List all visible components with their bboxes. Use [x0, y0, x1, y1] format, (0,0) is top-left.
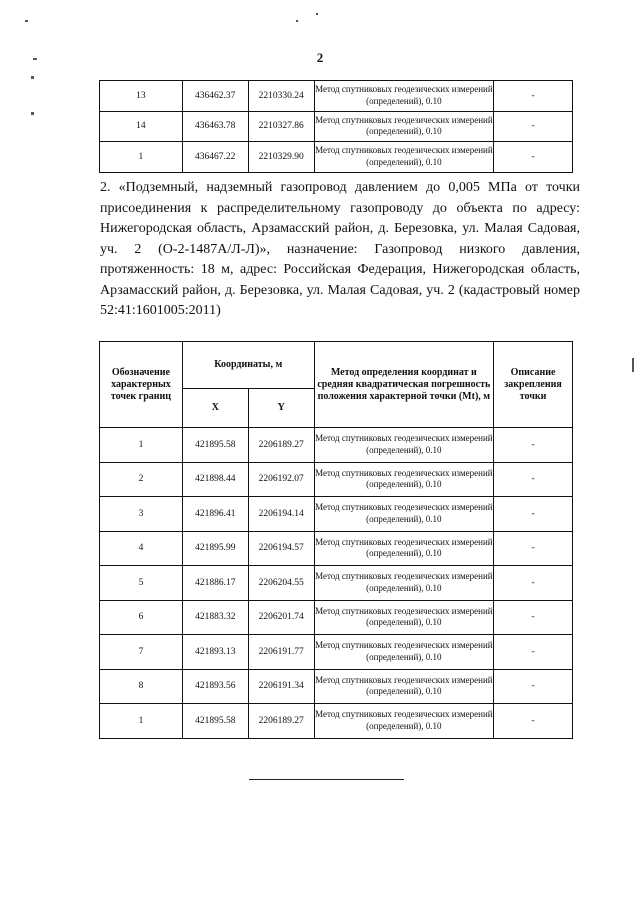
- table-row: [100, 81, 573, 112]
- scan-speck: [316, 13, 318, 15]
- point-cell: 3: [100, 497, 183, 532]
- table-header-row: [100, 342, 573, 389]
- table-row: [100, 497, 573, 532]
- scan-speck: [296, 20, 298, 22]
- coordinates-table-continued: [99, 80, 573, 173]
- table-row: [100, 600, 573, 635]
- point-cell: 8: [100, 669, 183, 704]
- footer-rule: [249, 779, 404, 780]
- scan-speck: [31, 112, 34, 115]
- point-cell: 14: [100, 111, 183, 142]
- method-cell: Метод спутниковых геодезических измерений (определений), 0.10: [314, 462, 493, 497]
- y-cell: 2206189.27: [248, 428, 314, 463]
- table-row: [100, 704, 573, 739]
- table-row: [100, 669, 573, 704]
- point-cell: 7: [100, 635, 183, 670]
- table-row: [100, 531, 573, 566]
- y-cell: 2206201.74: [248, 600, 314, 635]
- page-number: 2: [316, 50, 324, 65]
- x-cell: 421895.58: [182, 704, 248, 739]
- header-description: Описание закрепления точки: [494, 342, 573, 428]
- x-cell: 421895.99: [182, 531, 248, 566]
- description-cell: -: [494, 566, 573, 601]
- table-row: [100, 462, 573, 497]
- scan-speck: [25, 20, 28, 22]
- x-cell: 421898.44: [182, 462, 248, 497]
- x-cell: 421895.58: [182, 428, 248, 463]
- method-cell: Метод спутниковых геодезических измерений (определений), 0.10: [314, 81, 494, 112]
- point-cell: 6: [100, 600, 183, 635]
- y-cell: 2206191.34: [248, 669, 314, 704]
- header-method: Метод определения координат и средняя квадратическая погрешность положения характерной точки (Mt), м: [314, 342, 493, 428]
- table-row: [100, 635, 573, 670]
- method-cell: Метод спутниковых геодезических измерений (определений), 0.10: [314, 531, 493, 566]
- header-coordinates: Координаты, м: [182, 342, 314, 389]
- description-cell: -: [494, 704, 573, 739]
- method-cell: Метод спутниковых геодезических измерений (определений), 0.10: [314, 669, 493, 704]
- description-cell: -: [494, 111, 573, 142]
- description-cell: -: [494, 497, 573, 532]
- method-cell: Метод спутниковых геодезических измерений (определений), 0.10: [314, 704, 493, 739]
- description-cell: -: [494, 669, 573, 704]
- description-cell: -: [494, 600, 573, 635]
- description-cell: -: [494, 635, 573, 670]
- y-cell: 2206192.07: [248, 462, 314, 497]
- y-cell: 2210329.90: [248, 142, 314, 173]
- coordinates-table: [99, 341, 573, 739]
- method-cell: Метод спутниковых геодезических измерений (определений), 0.10: [314, 428, 493, 463]
- method-cell: Метод спутниковых геодезических измерений (определений), 0.10: [314, 142, 494, 173]
- point-cell: 1: [100, 142, 183, 173]
- method-cell: Метод спутниковых геодезических измерений (определений), 0.10: [314, 566, 493, 601]
- x-cell: 436463.78: [182, 111, 248, 142]
- method-cell: Метод спутниковых геодезических измерений (определений), 0.10: [314, 600, 493, 635]
- y-cell: 2206194.14: [248, 497, 314, 532]
- y-cell: 2206204.55: [248, 566, 314, 601]
- x-cell: 436467.22: [182, 142, 248, 173]
- y-cell: 2206191.77: [248, 635, 314, 670]
- header-point: Обозначение характерных точек границ: [100, 342, 183, 428]
- x-cell: 421886.17: [182, 566, 248, 601]
- y-cell: 2206189.27: [248, 704, 314, 739]
- description-cell: -: [494, 428, 573, 463]
- y-cell: 2210330.24: [248, 81, 314, 112]
- table-row: [100, 566, 573, 601]
- description-cell: -: [494, 462, 573, 497]
- y-cell: 2206194.57: [248, 531, 314, 566]
- x-cell: 436462.37: [182, 81, 248, 112]
- x-cell: 421893.13: [182, 635, 248, 670]
- point-cell: 13: [100, 81, 183, 112]
- x-cell: 421883.32: [182, 600, 248, 635]
- table-row: [100, 428, 573, 463]
- header-y: Y: [248, 389, 314, 428]
- description-cell: -: [494, 142, 573, 173]
- description-cell: -: [494, 531, 573, 566]
- x-cell: 421893.56: [182, 669, 248, 704]
- scan-speck: [31, 76, 34, 79]
- method-cell: Метод спутниковых геодезических измерений (определений), 0.10: [314, 635, 493, 670]
- table-row: [100, 111, 573, 142]
- point-cell: 4: [100, 531, 183, 566]
- scan-speck: [632, 358, 634, 372]
- point-cell: 1: [100, 704, 183, 739]
- description-cell: -: [494, 81, 573, 112]
- point-cell: 5: [100, 566, 183, 601]
- method-cell: Метод спутниковых геодезических измерений (определений), 0.10: [314, 497, 493, 532]
- object-description-paragraph: 2. «Подземный, надземный газопровод давлением до 0,005 МПа от точки присоединения к распределительному газопроводу до объекта по адресу: Нижегородская область, Арзамасский район, д. Березовка, ул. Малая Садовая, уч. 2 (О-2-1487А/Л-Л)», назначение: Газопровод низкого давления, протяженность: 18 м, адрес: Российская Федерация, Нижегородская область, Арзамасский район, д. Березовка, ул. Малая Садовая, уч. 2 (кадастровый номер 52:41:1601005:2011): [100, 180, 580, 318]
- method-cell: Метод спутниковых геодезических измерений (определений), 0.10: [314, 111, 494, 142]
- point-cell: 2: [100, 462, 183, 497]
- x-cell: 421896.41: [182, 497, 248, 532]
- point-cell: 1: [100, 428, 183, 463]
- header-x: X: [182, 389, 248, 428]
- table-row: [100, 142, 573, 173]
- y-cell: 2210327.86: [248, 111, 314, 142]
